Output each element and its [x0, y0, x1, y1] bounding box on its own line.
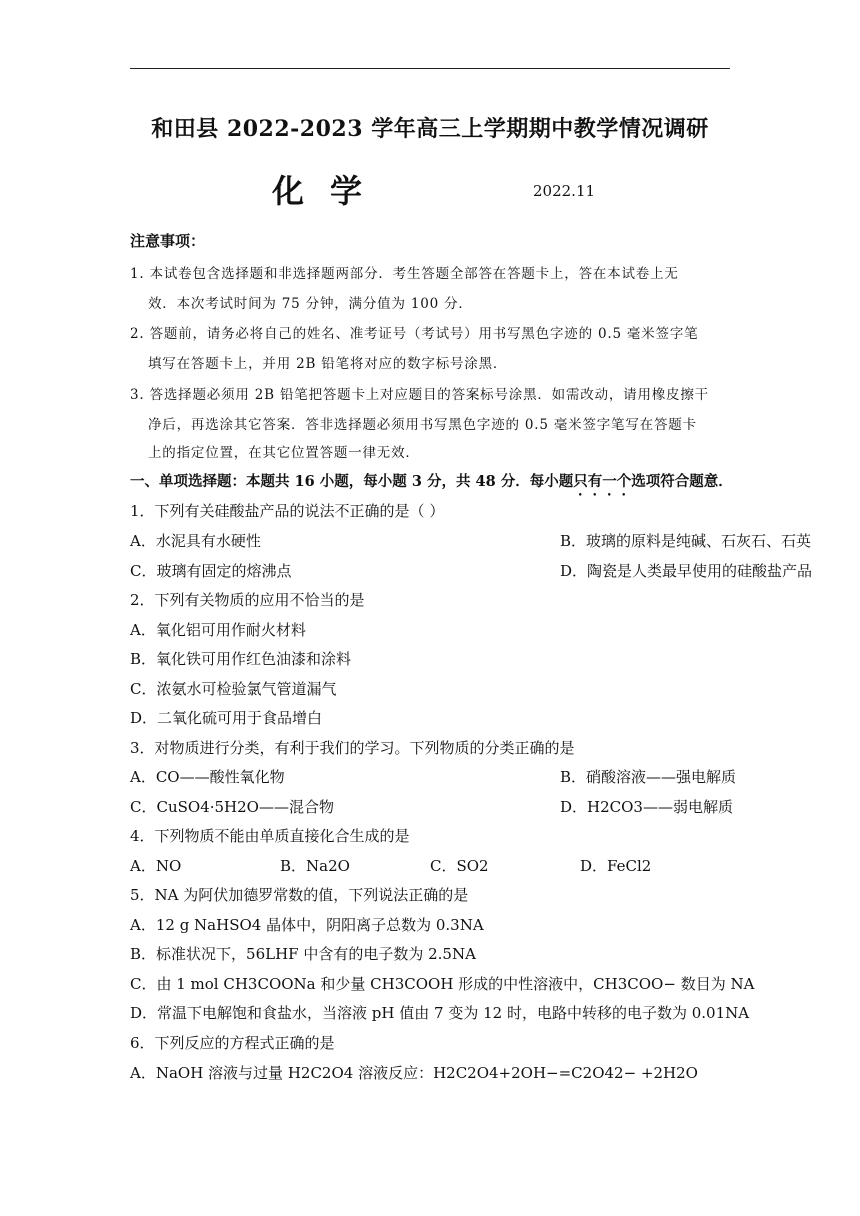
q2-option-c: C．浓氨水可检验氯气管道漏气 [130, 680, 337, 698]
q4-options [130, 855, 730, 876]
q5-option-a: A．12 g NaHSO4 晶体中，阴阳离子总数为 0.3NA [130, 916, 484, 934]
q6-option-a: A．NaOH 溶液与过量 H2C2O4 溶液反应：H2C2O4+2OH−=C2O42− +2H2O [130, 1064, 698, 1082]
section-heading: 一、单项选择题：本题共 16 小题，每小题 3 分，共 48 分．每小题只有一个选项符合题意． [130, 473, 733, 490]
q1-option-row-1 [130, 530, 812, 551]
q1-stem: 1．下列有关硅酸盐产品的说法不正确的是（ ） [130, 502, 445, 520]
q3-option-row-2 [130, 796, 733, 817]
q1-option-b: B．玻璃的原料是纯碱、石灰石、石英 [560, 532, 812, 550]
subject-title: 化学 [272, 172, 389, 210]
q2-option-a: A．氧化铝可用作耐火材料 [130, 621, 306, 639]
q3-option-d: D．H2CO3——弱电解质 [560, 798, 733, 816]
q4-option-d: D．FeCl2 [580, 857, 652, 875]
notice-1-line-1: 1. 本试卷包含选择题和非选择题两部分．考生答题全部答在答题卡上，答在本试卷上无 [130, 266, 679, 282]
exam-title: 和田县 2022-2023 学年高三上学期期中教学情况调研 [151, 116, 709, 142]
q1-option-c: C．玻璃有固定的熔沸点 [130, 562, 292, 580]
notice-2-line-1: 2. 答题前，请务必将自己的姓名、准考证号（考试号）用书写黑色字迹的 0.5 毫米签字笔 [130, 326, 699, 342]
q1-option-d: D．陶瓷是人类最早使用的硅酸盐产品 [560, 562, 813, 580]
q2-stem: 2．下列有关物质的应用不恰当的是 [130, 591, 365, 609]
q1-option-row-2 [130, 560, 813, 581]
q5-stem: 5．NA 为阿伏加德罗常数的值，下列说法正确的是 [130, 886, 469, 904]
top-rule [130, 68, 730, 69]
q3-option-a: A．CO——酸性氧化物 [130, 768, 285, 786]
q5-option-c: C．由 1 mol CH3COONa 和少量 CH3COOH 形成的中性溶液中，CH3COO− 数目为 NA [130, 975, 755, 993]
q2-option-d: D．二氧化硫可用于食品增白 [130, 709, 323, 727]
q6-stem: 6．下列反应的方程式正确的是 [130, 1034, 335, 1052]
notice-2-line-2: 填写在答题卡上，并用 2B 铅笔将对应的数字标号涂黑． [148, 356, 508, 372]
q3-option-row-1 [130, 766, 737, 787]
q5-option-b: B．标准状况下，56LHF 中含有的电子数为 2.5NA [130, 945, 476, 963]
q2-option-b: B．氧化铁可用作红色油漆和涂料 [130, 650, 352, 668]
q4-option-c: C．SO2 [430, 857, 489, 875]
exam-date: 2022.11 [533, 182, 596, 200]
q3-stem: 3．对物质进行分类，有利于我们的学习。下列物质的分类正确的是 [130, 739, 575, 757]
notice-1-line-2: 效．本次考试时间为 75 分钟，满分值为 100 分． [148, 296, 473, 312]
q1-option-a: A．水泥具有水硬性 [130, 532, 261, 550]
q3-option-b: B．硝酸溶液——强电解质 [560, 768, 737, 786]
q4-option-b: B．Na2O [280, 857, 350, 875]
q4-stem: 4．下列物质不能由单质直接化合生成的是 [130, 827, 410, 845]
q5-option-d: D．常温下电解饱和食盐水，当溶液 pH 值由 7 变为 12 时，电路中转移的电子数为 0.01NA [130, 1004, 750, 1022]
notice-3-line-3: 上的指定位置，在其它位置答题一律无效． [148, 445, 420, 461]
notice-3-line-2: 净后，再选涂其它答案．答非选择题必须用书写黑色字迹的 0.5 毫米签字笔写在答题卡 [148, 417, 697, 433]
notice-3-line-1: 3. 答选择题必须用 2B 铅笔把答题卡上对应题目的答案标号涂黑．如需改动，请用橡皮擦干 [130, 387, 709, 403]
q4-option-a: A．NO [130, 857, 182, 875]
notice-heading: 注意事项： [130, 232, 206, 250]
q3-option-c: C．CuSO4·5H2O——混合物 [130, 798, 334, 816]
